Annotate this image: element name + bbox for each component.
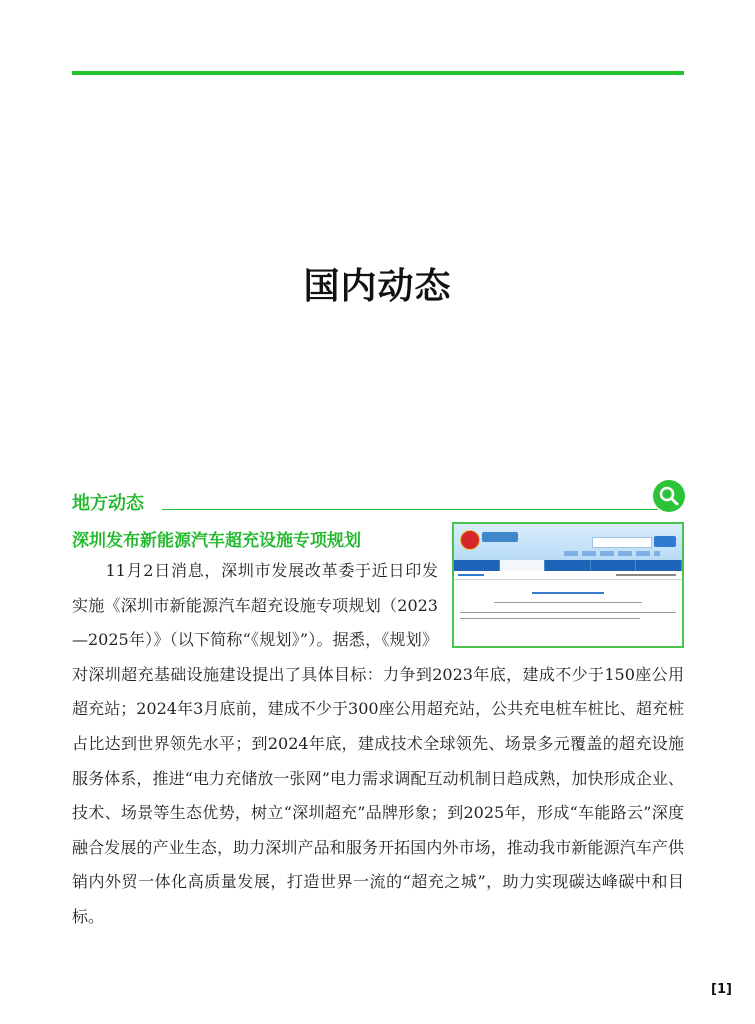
search-badge (653, 480, 685, 512)
top-rule (72, 71, 684, 75)
search-icon (658, 485, 680, 507)
screenshot-text-line (460, 612, 676, 613)
section-rule (162, 509, 658, 510)
section-label: 地方动态 (72, 493, 144, 514)
site-logo (482, 532, 518, 542)
article-body-text: 11月2日消息，深圳市发展改革委于近日印发实施《深圳市新能源汽车超充设施专项规划（2023—2025年）》（以下简称“《规划》”）。据悉，《规划》对深圳超充基础设施建设提出了具体目标：力争到2023年底，建成不少于150座公用超充站；2024年3月底前，建成不少于300座公用超充站，公共充电桩车桩比、超充桩占比达到世界领先水平；到2024年底，建成技术全球领先、场景多元覆盖的超充设施服务体系，推进“电力充储放一张网”电力需求调配互动机制日趋成熟，加快形成企业、技术、场景等生态优势，树立“深圳超充”品牌形象；到2025年，形成“车能路云”深度融合发展的产业生态，助力深圳产品和服务开拓国内外市场，推动我市新能源汽车产供销内外贸一体化高质量发展，打造世界一流的“超充之城”，助力实现碳达峰碳中和目标。 (72, 561, 684, 926)
screenshot-meta-line (494, 602, 642, 603)
screenshot-header (454, 524, 682, 560)
article-body (72, 554, 684, 935)
screenshot-text-line (460, 618, 640, 619)
screenshot-breadcrumb (454, 571, 682, 580)
national-emblem-icon (460, 530, 480, 550)
screenshot-search-box (592, 537, 652, 548)
article-title: 深圳发布新能源汽车超充设施专项规划 (72, 531, 361, 551)
page-number: [1] (711, 982, 732, 997)
screenshot-article-title (532, 592, 604, 594)
screenshot-nav-bar (454, 560, 682, 571)
screenshot-search-button (654, 536, 676, 547)
website-screenshot (452, 522, 684, 648)
page-title: 国内动态 (303, 266, 452, 307)
screenshot-hot-links (564, 551, 660, 556)
